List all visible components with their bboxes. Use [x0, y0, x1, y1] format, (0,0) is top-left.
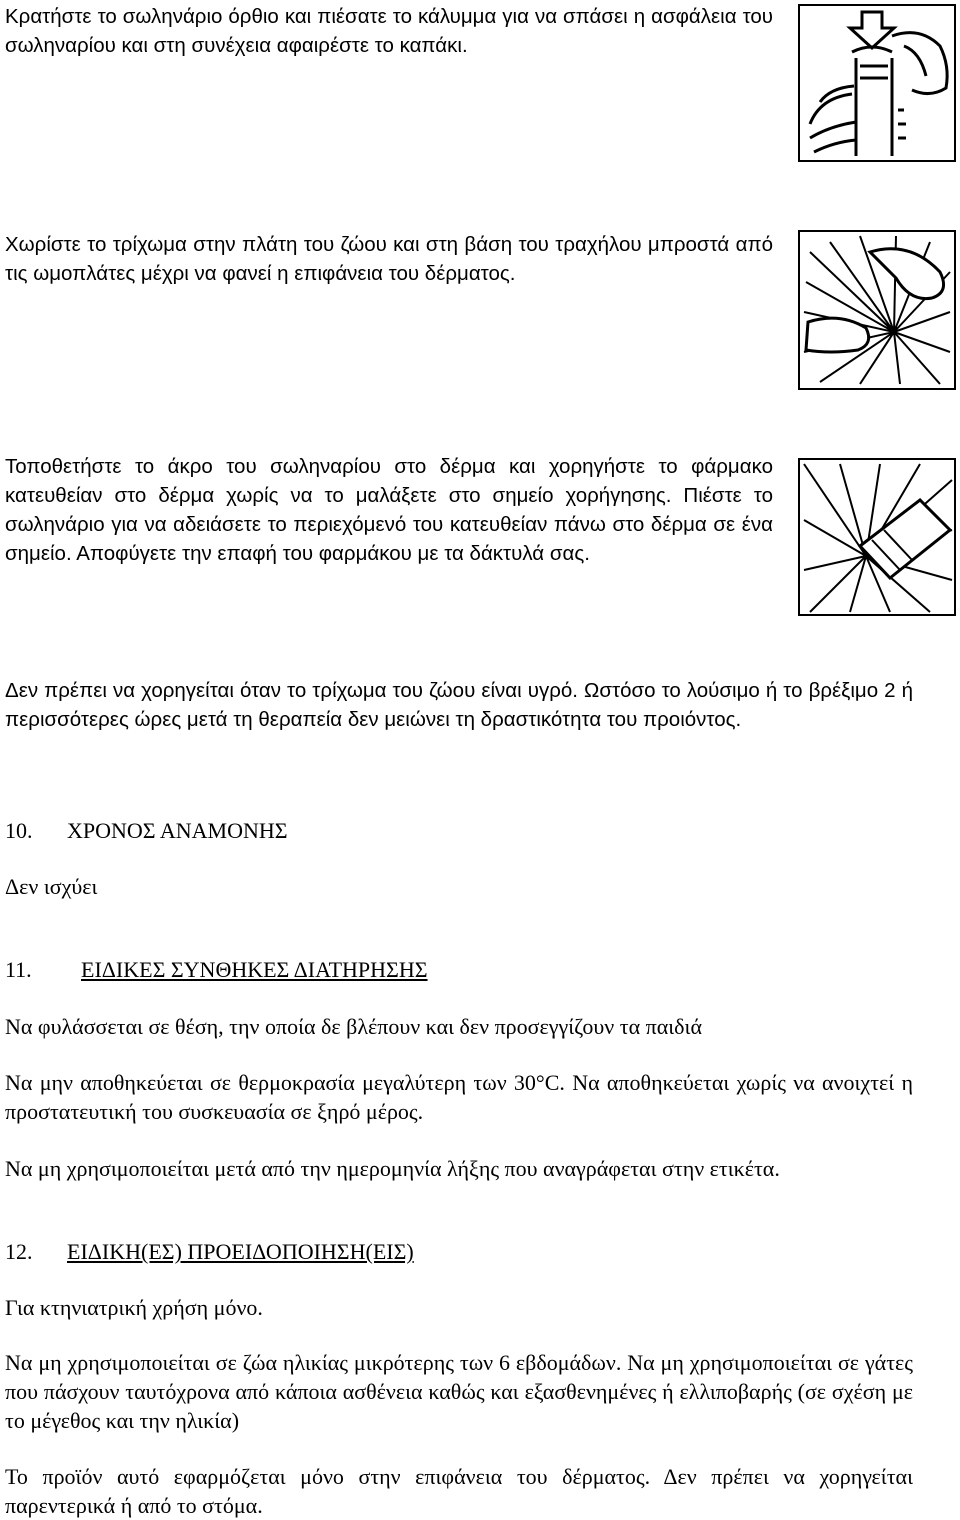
tube-cap-press-illustration: [798, 4, 956, 162]
section-12-title: ΕΙΔΙΚΗ(ΕΣ) ΠΡΟΕΙΔΟΠΟΙΗΣΗ(ΕΙΣ): [67, 1239, 414, 1264]
section-12-heading: [5, 1237, 414, 1266]
section-10-body: Δεν ισχύει: [5, 874, 98, 899]
fur-parting-illustration: [798, 230, 956, 390]
tube-on-skin-illustration: [798, 458, 956, 616]
section-11-number: 11.: [5, 957, 32, 982]
fur-parting-icon: [800, 232, 954, 388]
section-12-number: 12.: [5, 1239, 33, 1264]
storage-paragraph-1: Να φυλάσσεται σε θέση, την οποία δε βλέπουν και δεν προσεγγίζουν τα παιδιά: [5, 1014, 702, 1039]
section-11-title: ΕΙΔΙΚΕΣ ΣΥΝΘΗΚΕΣ ΔΙΑΤΗΡΗΣΗΣ: [81, 957, 428, 982]
warning-paragraph-3: Το προϊόν αυτό εφαρμόζεται μόνο στην επιφάνεια του δέρματος. Δεν πρέπει να χορηγείται παρεντερικά ή από το στόμα.: [5, 1464, 913, 1518]
wet-fur-note: Δεν πρέπει να χορηγείται όταν το τρίχωμα του ζώου είναι υγρό. Ωστόσο το λούσιμο ή το βρέξιμο 2 ή περισσότερες ώρες μετά τη θεραπεία δεν μειώνει τη δραστικότητα του προιόντος.: [5, 679, 913, 731]
step-1-text: Κρατήστε το σωληνάριο όρθιο και πιέσατε το κάλυμμα για να σπάσει η ασφάλεια του σωληναρίου και στη συνέχεια αφαιρέστε το καπάκι.: [5, 5, 773, 57]
section-10-number: 10.: [5, 818, 33, 843]
warning-paragraph-2: Να μη χρησιμοποιείται σε ζώα ηλικίας μικρότερης των 6 εβδομάδων. Να μη χρησιμοποιείται σε γάτες που πάσχουν ταυτόχρονα από κάποια ασθένεια καθώς και εξασθενημένες ή ελλιποβαρής (σε σχέση με το μέγεθος και την ηλικία): [5, 1350, 913, 1433]
warning-paragraph-1: Για κτηνιατρική χρήση μόνο.: [5, 1295, 263, 1320]
section-10-heading: [5, 816, 288, 845]
step-3-text: Τοποθετήστε το άκρο του σωληναρίου στο δέρμα και χορηγήστε το φάρμακο κατευθείαν στο δέρμα χωρίς να το μαλάξετε στο σημείο χορήγησης. Πιέστε το σωληνάριο για να αδειάσετε το περιεχόμενό του κατευθείαν πάνω στο δέρμα σε ένα σημείο. Αποφύγετε την επαφή του φαρμάκου με τα δάκτυλά σας.: [5, 455, 773, 565]
storage-paragraph-3: Να μη χρησιμοποιείται μετά από την ημερομηνία λήξης που αναγράφεται στην ετικέτα.: [5, 1156, 780, 1181]
step-2-text: Χωρίστε το τρίχωμα στην πλάτη του ζώου και στη βάση του τραχήλου μπροστά από τις ωμοπλάτες μέχρι να φανεί η επιφάνεια του δέρματος.: [5, 233, 773, 285]
tube-cap-press-icon: [800, 6, 954, 160]
section-10-title: ΧΡΟΝΟΣ ΑΝΑΜΟΝΗΣ: [67, 818, 288, 843]
tube-on-skin-icon: [800, 460, 954, 614]
storage-paragraph-2: Να μην αποθηκεύεται σε θερμοκρασία μεγαλύτερη των 30°C. Να αποθηκεύεται χωρίς να ανοιχτεί η προστατευτική του συσκευασία σε ξηρό μέρος.: [5, 1070, 913, 1124]
section-11-heading: [5, 955, 428, 984]
